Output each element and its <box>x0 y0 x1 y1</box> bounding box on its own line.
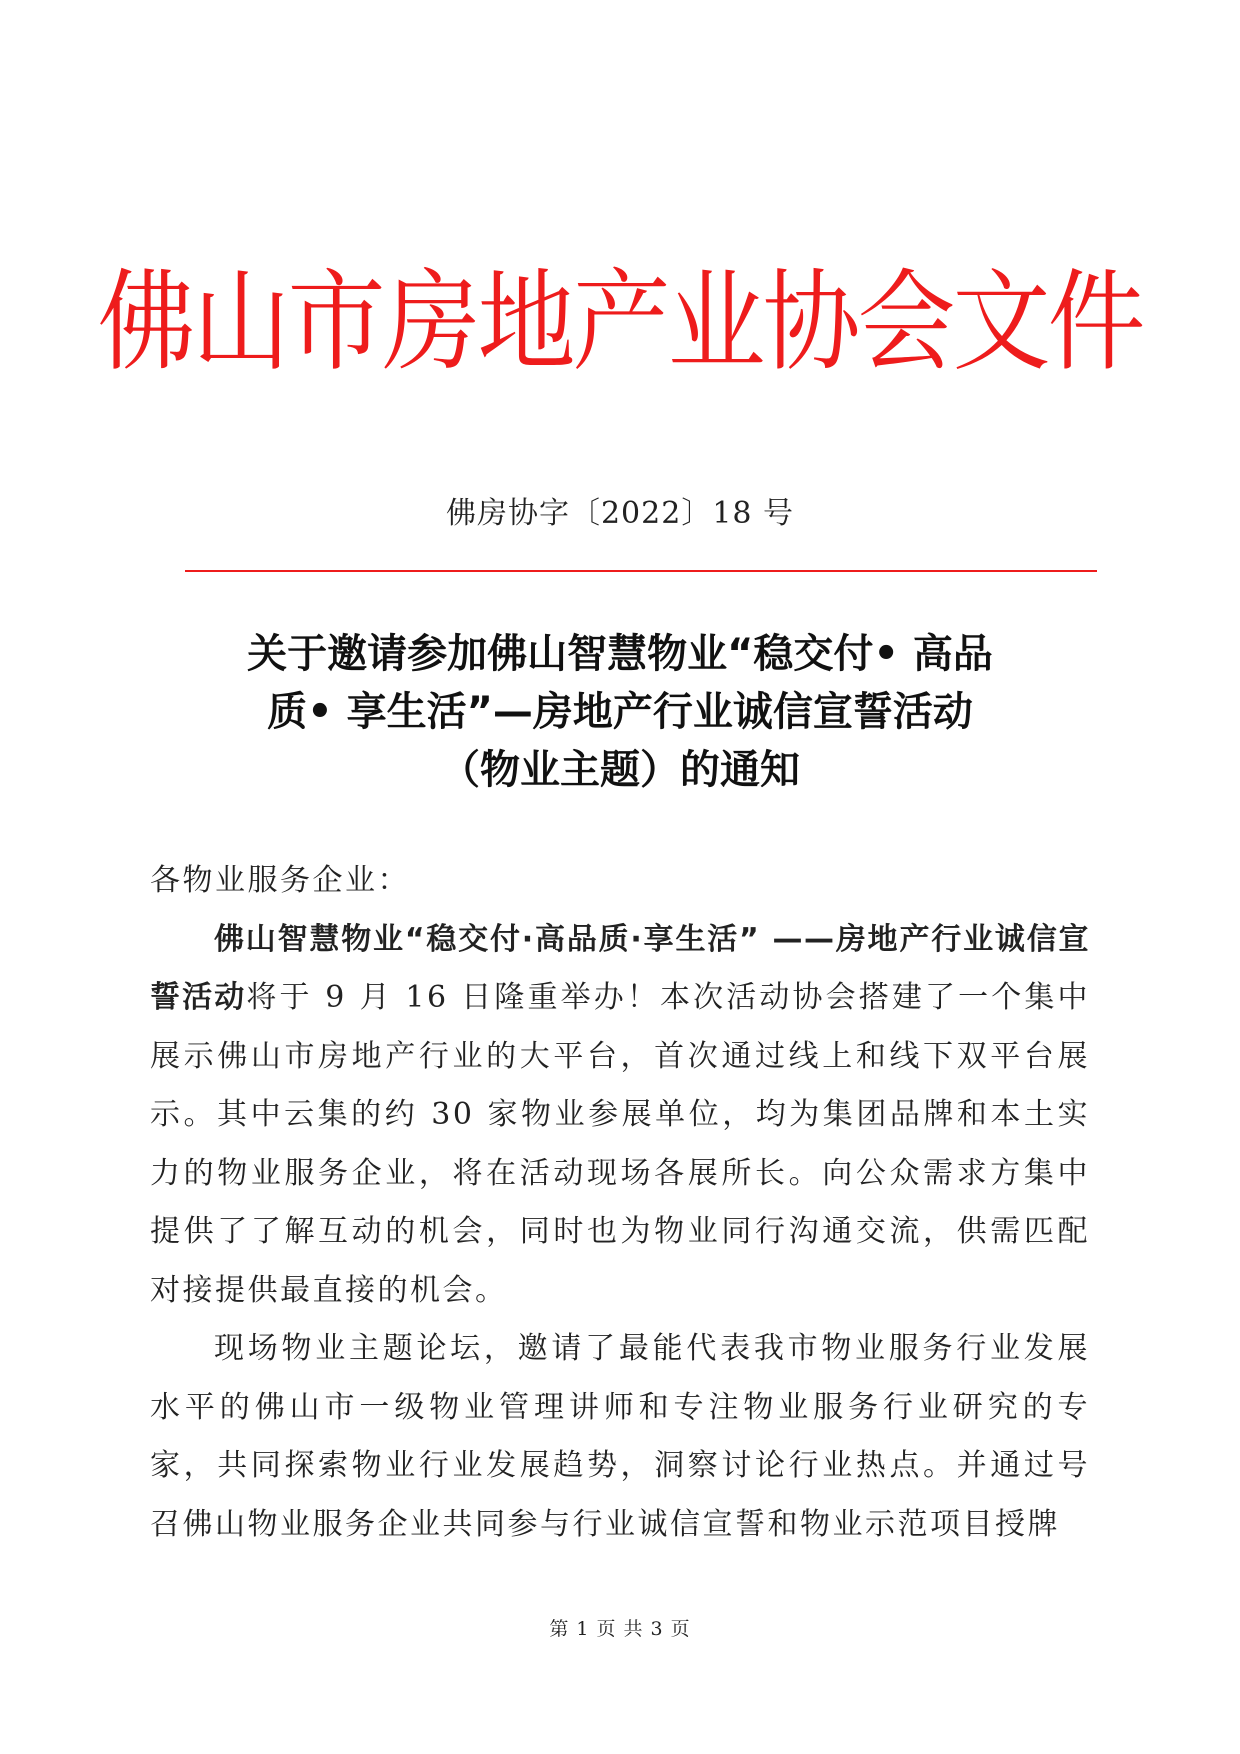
page-footer: 第 1 页 共 3 页 <box>549 1618 691 1640</box>
salutation: 各物业服务企业： <box>150 863 410 898</box>
paragraph-1-bold-lead: 佛山智慧物业“稳交付·高品质·享生活” ——房地产行业诚信宣誓活动 <box>150 921 1090 1015</box>
notice-title <box>150 625 1090 799</box>
paragraph-1 <box>150 911 1090 1321</box>
letterhead-title: 佛山市房地产业协会文件 <box>97 259 1143 387</box>
title-line-2: 质• 享生活”—房地产行业诚信宣誓活动 <box>267 689 973 735</box>
title-line-3: （物业主题）的通知 <box>440 747 800 793</box>
document-number: 佛房协字〔2022〕18 号 <box>445 496 795 531</box>
red-divider <box>185 570 1097 572</box>
title-line-1: 关于邀请参加佛山智慧物业“稳交付• 高品 <box>247 631 993 677</box>
paragraph-2: 现场物业主题论坛，邀请了最能代表我市物业服务行业发展水平的佛山市一级物业管理讲师和专注物业服务行业研究的专家，共同探索物业行业发展趋势，洞察讨论行业热点。并通过号召佛山物业服务企业共同参与行业诚信宣誓和物业示范项目授牌 <box>150 1331 1090 1542</box>
paragraph-1-text: 将于 9 月 16 日隆重举办！本次活动协会搭建了一个集中展示佛山市房地产行业的大平台，首次通过线上和线下双平台展示。其中云集的约 30 家物业参展单位，均为集团品牌和本土实力的物业服务企业，将在活动现场各展所长。向公众需求方集中提供了了解互动的机会，同时也为物业同行沟通交流，供需匹配对接提供最直接的机会。 <box>150 980 1091 1308</box>
document-body <box>150 852 1090 1554</box>
